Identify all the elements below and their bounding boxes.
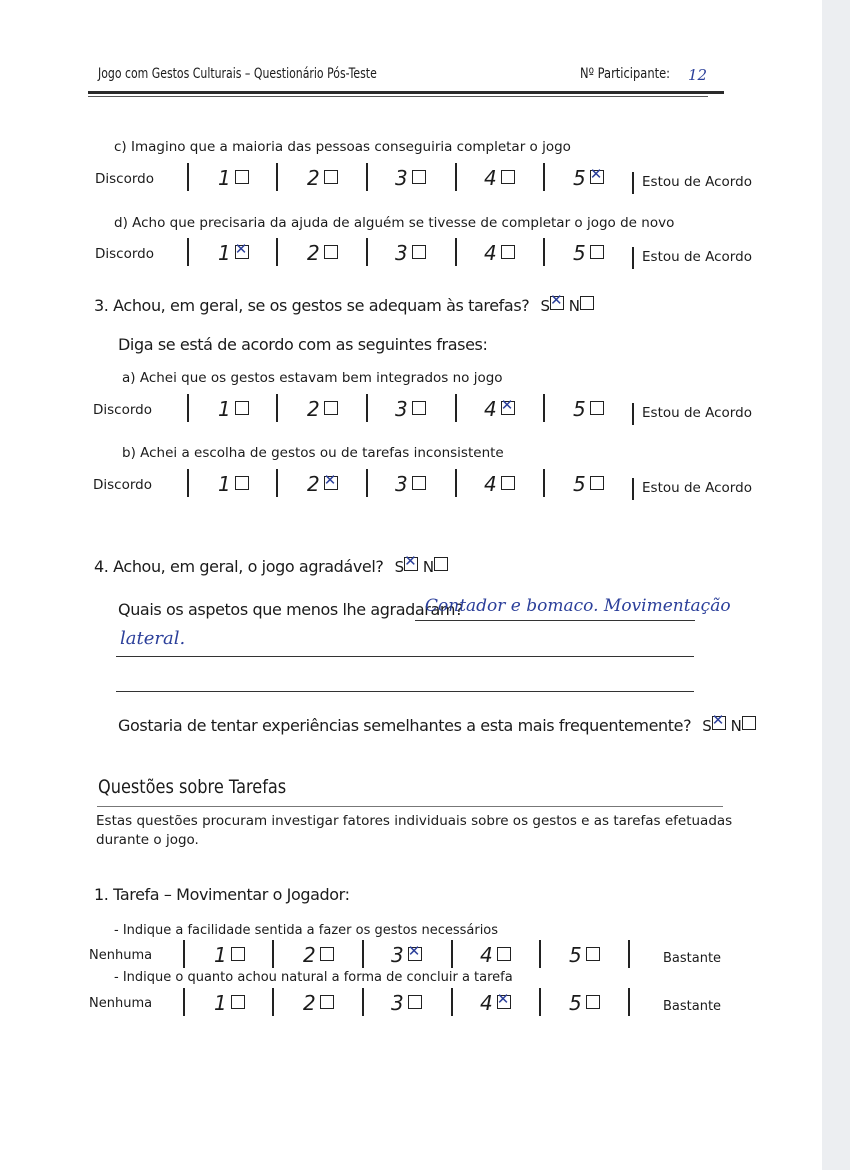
task-natural-statement: - Indique o quanto achou natural a forma de concluir a tarefa: [114, 970, 513, 985]
section-intro-line2: durante o jogo.: [96, 832, 199, 848]
option-2[interactable]: [307, 397, 338, 421]
option-5[interactable]: [573, 397, 604, 421]
likert-row: [0, 940, 822, 970]
option-5[interactable]: [569, 991, 600, 1015]
yes-label: S: [540, 297, 550, 315]
dislike-answer-line1[interactable]: Contador e bomaco. Movimentação: [425, 596, 731, 616]
option-checkbox[interactable]: [586, 995, 600, 1009]
option-number: 2: [307, 241, 320, 265]
option-checkbox[interactable]: [235, 401, 249, 415]
statement-b: b) Achei a escolha de gestos ou de tarefas inconsistente: [122, 445, 504, 461]
question-3-text: 3. Achou, em geral, se os gestos se adequam às tarefas?: [94, 296, 530, 315]
scale-divider: [183, 988, 185, 1016]
option-2[interactable]: [303, 991, 334, 1015]
question-4-text: 4. Achou, em geral, o jogo agradável?: [94, 557, 384, 576]
option-checkbox[interactable]: [235, 170, 249, 184]
option-number: 4: [484, 166, 497, 190]
option-2[interactable]: [307, 472, 338, 496]
scale-divider: [455, 394, 457, 422]
yes-checkbox[interactable]: [712, 716, 726, 730]
scale-divider: [366, 163, 368, 191]
scale-left-label: Discordo: [95, 171, 155, 187]
task-ease-statement: - Indique a facilidade sentida a fazer os gestos necessários: [114, 923, 499, 938]
option-number: 3: [395, 397, 408, 421]
option-number: 1: [218, 241, 231, 265]
option-number: 2: [307, 472, 320, 496]
scale-divider: [187, 469, 189, 497]
scale-divider: [543, 469, 545, 497]
scale-divider: [451, 988, 453, 1016]
statement-c: c) Imagino que a maioria das pessoas conseguiria completar o jogo: [114, 139, 571, 155]
likert-row: [0, 163, 822, 193]
option-number: 1: [214, 991, 227, 1015]
option-number: 3: [391, 991, 404, 1015]
section-rule: [97, 806, 723, 807]
repeat-question-text: Gostaria de tentar experiências semelhantes a esta mais frequentemente?: [118, 716, 692, 735]
option-2[interactable]: [307, 166, 338, 190]
option-number: 4: [480, 943, 493, 967]
scale-divider: [276, 238, 278, 266]
scale-divider: [539, 940, 541, 968]
option-5[interactable]: [569, 943, 600, 967]
option-checkbox[interactable]: [590, 476, 604, 490]
option-number: 3: [391, 943, 404, 967]
scale-divider: [187, 163, 189, 191]
option-5[interactable]: [573, 241, 604, 265]
scale-divider: [183, 940, 185, 968]
option-checkbox[interactable]: [231, 947, 245, 961]
statement-d: d) Acho que precisaria da ajuda de alguém se tivesse de completar o jogo de novo: [114, 215, 675, 231]
option-4[interactable]: [480, 943, 511, 967]
yes-label: S: [394, 558, 405, 576]
option-checkbox[interactable]: [586, 947, 600, 961]
no-checkbox[interactable]: [742, 716, 756, 730]
option-4[interactable]: [484, 472, 515, 496]
option-1[interactable]: [218, 166, 249, 190]
option-3[interactable]: [395, 166, 426, 190]
option-number: 1: [214, 943, 227, 967]
option-number: 5: [573, 472, 586, 496]
option-3[interactable]: [391, 991, 422, 1015]
option-number: 5: [573, 397, 586, 421]
scale-right-label: Estou de Acordo: [642, 174, 752, 190]
option-checkbox[interactable]: [408, 947, 422, 961]
no-checkbox[interactable]: [434, 557, 448, 571]
scale-divider: [366, 469, 368, 497]
option-number: 2: [307, 397, 320, 421]
option-number: 1: [218, 397, 231, 421]
option-number: 4: [484, 472, 497, 496]
option-3[interactable]: [391, 943, 422, 967]
option-checkbox[interactable]: [590, 170, 604, 184]
task-1-title: 1. Tarefa – Movimentar o Jogador:: [94, 885, 350, 904]
scale-divider: [455, 469, 457, 497]
scale-divider: [272, 940, 274, 968]
option-4[interactable]: [484, 241, 515, 265]
scale-right-label: Estou de Acordo: [642, 405, 752, 421]
option-4[interactable]: [484, 397, 515, 421]
option-5[interactable]: [573, 472, 604, 496]
participant-label: Nº Participante:: [580, 66, 671, 82]
likert-row: [0, 988, 822, 1018]
option-checkbox[interactable]: [324, 245, 338, 259]
scale-divider: [276, 469, 278, 497]
yes-checkbox[interactable]: [404, 557, 418, 571]
option-number: 5: [573, 241, 586, 265]
scale-divider: [628, 988, 630, 1016]
option-number: 2: [303, 991, 316, 1015]
section-intro-line1: Estas questões procuram investigar fatores individuais sobre os gestos e as tarefas efetuadas: [96, 813, 733, 829]
option-5[interactable]: [573, 166, 604, 190]
option-number: 4: [484, 241, 497, 265]
scale-divider: [632, 403, 634, 425]
scale-divider: [272, 988, 274, 1016]
option-checkbox[interactable]: [324, 401, 338, 415]
option-number: 5: [569, 991, 582, 1015]
option-checkbox[interactable]: [320, 947, 334, 961]
option-1[interactable]: [218, 472, 249, 496]
question-4: [94, 557, 448, 576]
scale-divider: [632, 247, 634, 269]
scale-right-label: Bastante: [663, 951, 722, 966]
no-checkbox[interactable]: [580, 296, 594, 310]
answer-underline: [415, 620, 695, 621]
option-number: 3: [395, 241, 408, 265]
header-rule-thin: [88, 96, 708, 97]
section-title: Questões sobre Tarefas: [98, 776, 287, 798]
option-number: 2: [307, 166, 320, 190]
scale-left-label: Discordo: [93, 402, 153, 418]
header-rule: [88, 91, 724, 94]
scale-divider: [187, 394, 189, 422]
yes-checkbox[interactable]: [550, 296, 564, 310]
scale-left-label: Nenhuma: [89, 996, 153, 1011]
option-checkbox[interactable]: [501, 401, 515, 415]
scale-divider: [543, 394, 545, 422]
option-number: 3: [395, 472, 408, 496]
yes-label: S: [702, 717, 712, 735]
option-checkbox[interactable]: [320, 995, 334, 1009]
scale-divider: [543, 163, 545, 191]
scale-divider: [632, 172, 634, 194]
option-checkbox[interactable]: [497, 947, 511, 961]
document-title: Jogo com Gestos Culturais – Questionário Pós-Teste: [98, 66, 377, 82]
option-4[interactable]: [480, 991, 511, 1015]
scale-divider: [539, 988, 541, 1016]
option-checkbox[interactable]: [412, 476, 426, 490]
no-label: N: [568, 297, 580, 315]
option-checkbox[interactable]: [501, 245, 515, 259]
option-checkbox[interactable]: [235, 245, 249, 259]
option-number: 1: [218, 166, 231, 190]
scale-left-label: Nenhuma: [89, 948, 153, 963]
option-checkbox[interactable]: [408, 995, 422, 1009]
scale-divider: [366, 394, 368, 422]
option-2[interactable]: [307, 241, 338, 265]
scale-divider: [632, 478, 634, 500]
dislike-prompt: Quais os aspetos que menos lhe agradaram?: [118, 600, 464, 619]
option-1[interactable]: [218, 397, 249, 421]
option-checkbox[interactable]: [590, 245, 604, 259]
likert-row: [0, 394, 822, 424]
option-checkbox[interactable]: [590, 401, 604, 415]
option-checkbox[interactable]: [324, 170, 338, 184]
option-3[interactable]: [395, 472, 426, 496]
likert-row: [0, 469, 822, 499]
likert-row: [0, 238, 822, 268]
scale-divider: [455, 163, 457, 191]
option-checkbox[interactable]: [412, 401, 426, 415]
option-number: 1: [218, 472, 231, 496]
option-checkbox[interactable]: [235, 476, 249, 490]
scale-divider: [543, 238, 545, 266]
scale-divider: [366, 238, 368, 266]
scale-divider: [628, 940, 630, 968]
no-label: N: [730, 717, 742, 735]
option-1[interactable]: [214, 943, 245, 967]
page-edge: [822, 0, 850, 1170]
scale-divider: [362, 940, 364, 968]
scale-right-label: Estou de Acordo: [642, 480, 752, 496]
scale-divider: [451, 940, 453, 968]
option-checkbox[interactable]: [412, 245, 426, 259]
option-2[interactable]: [303, 943, 334, 967]
option-number: 4: [480, 991, 493, 1015]
option-3[interactable]: [395, 241, 426, 265]
statement-a: a) Achei que os gestos estavam bem integrados no jogo: [122, 370, 503, 386]
option-checkbox[interactable]: [497, 995, 511, 1009]
option-checkbox[interactable]: [324, 476, 338, 490]
scale-right-label: Estou de Acordo: [642, 249, 752, 265]
no-label: N: [422, 558, 435, 576]
scale-divider: [362, 988, 364, 1016]
repeat-question: [118, 716, 756, 735]
option-4[interactable]: [484, 166, 515, 190]
scale-right-label: Bastante: [663, 999, 722, 1014]
answer-line: [116, 656, 694, 657]
dislike-answer-line2[interactable]: lateral.: [120, 628, 186, 649]
participant-number[interactable]: 12: [688, 66, 708, 84]
option-number: 2: [303, 943, 316, 967]
scale-left-label: Discordo: [95, 246, 155, 262]
scale-left-label: Discordo: [93, 477, 153, 493]
option-checkbox[interactable]: [501, 476, 515, 490]
question-3: [94, 296, 594, 315]
option-checkbox[interactable]: [501, 170, 515, 184]
scale-divider: [276, 163, 278, 191]
option-1[interactable]: [218, 241, 249, 265]
scale-divider: [455, 238, 457, 266]
instruction-text: Diga se está de acordo com as seguintes frases:: [118, 335, 488, 354]
option-checkbox[interactable]: [412, 170, 426, 184]
option-number: 4: [484, 397, 497, 421]
option-number: 5: [569, 943, 582, 967]
answer-line: [116, 691, 694, 692]
scale-divider: [187, 238, 189, 266]
scale-divider: [276, 394, 278, 422]
option-number: 3: [395, 166, 408, 190]
option-number: 5: [573, 166, 586, 190]
option-3[interactable]: [395, 397, 426, 421]
option-1[interactable]: [214, 991, 245, 1015]
option-checkbox[interactable]: [231, 995, 245, 1009]
